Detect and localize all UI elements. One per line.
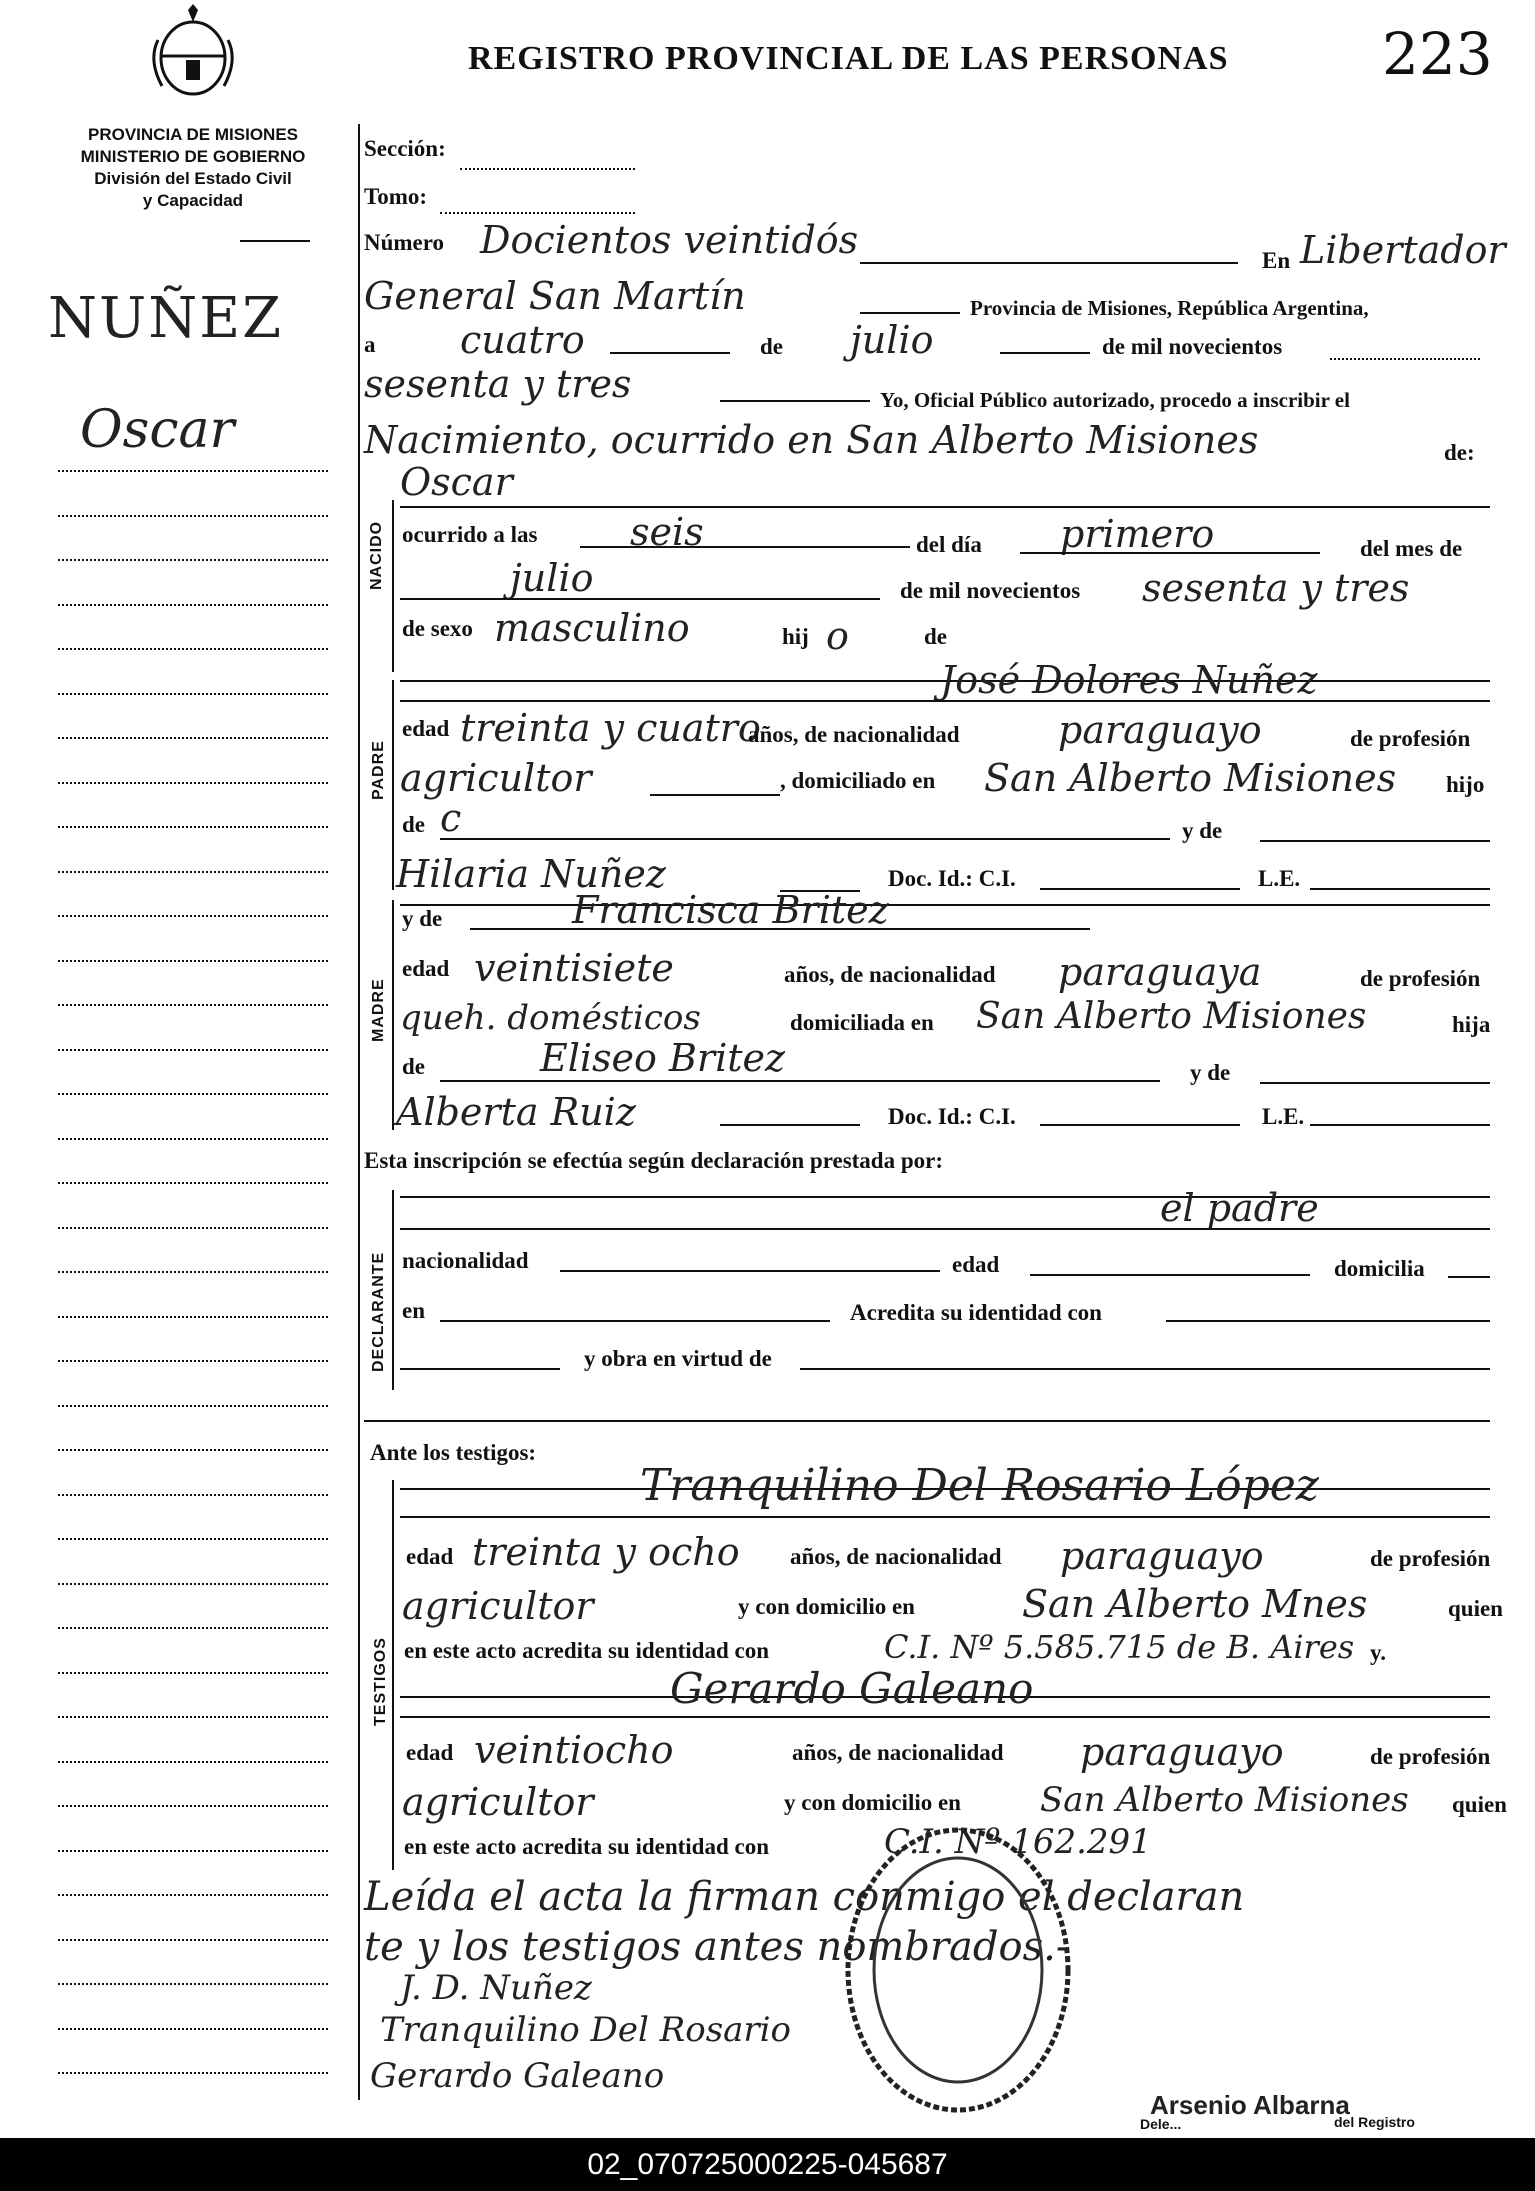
t1-y-label: y. <box>1370 1640 1386 1665</box>
place-value: General San Martín <box>364 274 746 318</box>
margin-line <box>58 1405 328 1407</box>
madre-hija-label: hija <box>1452 1012 1491 1037</box>
coat-of-arms-seal <box>148 0 238 100</box>
father-name-value: José Dolores Nuñez <box>940 658 1318 702</box>
margin-line <box>58 515 328 517</box>
declarante-edad-label: edad <box>952 1252 1000 1277</box>
numero-value: Docientos veintidós <box>480 218 859 262</box>
del-mes-label: del mes de <box>1360 536 1463 561</box>
testigos-section-label: TESTIGOS <box>372 1637 389 1726</box>
t2-prof-label: de profesión <box>1370 1744 1491 1769</box>
margin-line <box>58 604 328 606</box>
margin-line <box>58 737 328 739</box>
padre-edad-value: treinta y cuatro <box>460 706 761 750</box>
t1-acredita-label: en este acto acredita su identidad con <box>404 1638 770 1663</box>
provincia-label: Provincia de Misiones, República Argentina, <box>970 296 1369 320</box>
margin-line <box>58 559 328 561</box>
declarante-nac-label: nacionalidad <box>402 1248 529 1273</box>
margin-line <box>58 693 328 695</box>
org-line-division: División del Estado Civil <box>94 169 292 188</box>
mil-label: de mil novecientos <box>1102 334 1283 359</box>
hij-label: hij <box>782 624 809 649</box>
margin-surname: NUÑEZ <box>48 286 283 351</box>
tomo-label: Tomo: <box>364 184 428 209</box>
mother-name-value: Francisca Britez <box>572 888 889 932</box>
margin-line <box>58 1360 328 1362</box>
margin-line <box>58 1894 328 1896</box>
padre-de-label: de <box>402 812 425 837</box>
madre-yde2-label: y de <box>1190 1060 1231 1085</box>
madre-edad-value: veintisiete <box>474 946 674 990</box>
t2-name-value: Gerardo Galeano <box>670 1664 1034 1713</box>
closing-line-2: te y los testigos antes nombrados.- <box>364 1924 1070 1970</box>
margin-line <box>58 1538 328 1540</box>
t1-nac-value: paraguayo <box>1060 1534 1264 1578</box>
nacido-year-value: sesenta y tres <box>1142 566 1410 610</box>
declarante-intro: Esta inscripción se efectúa según declaración prestada por: <box>364 1148 944 1173</box>
madre-mother-value: Alberta Ruiz <box>396 1090 636 1134</box>
margin-line <box>58 1627 328 1629</box>
padre-father-value: c <box>440 796 462 840</box>
madre-nac-value: paraguaya <box>1058 950 1262 994</box>
margin-line <box>58 2028 328 2030</box>
t1-prof-value: agricultor <box>402 1584 594 1628</box>
margin-line <box>58 782 328 784</box>
margin-line <box>58 871 328 873</box>
margin-line <box>58 1004 328 1006</box>
margin-line <box>58 1182 328 1184</box>
hour-value: seis <box>630 510 704 554</box>
t2-dom-label: y con domicilio en <box>784 1790 961 1815</box>
madre-dom-value: San Alberto Misiones <box>976 996 1367 1037</box>
numero-label: Número <box>364 230 445 255</box>
t1-edad-value: treinta y ocho <box>472 1530 740 1574</box>
padre-edad-label: edad <box>402 716 450 741</box>
signature-officer: Arsenio Albarna <box>1150 2090 1350 2120</box>
declarante-section-label: DECLARANTE <box>370 1251 387 1372</box>
testigos-intro: Ante los testigos: <box>370 1440 537 1465</box>
t2-quien-label: quien <box>1452 1792 1507 1817</box>
margin-line <box>58 1093 328 1095</box>
nacido-month-value: julio <box>510 556 594 600</box>
nacido-section-label: NACIDO <box>368 520 385 590</box>
t1-nac-label: años, de nacionalidad <box>790 1544 1002 1569</box>
closing-line-1: Leída el acta la firman conmigo el declaran <box>364 1874 1245 1920</box>
margin-line <box>58 648 328 650</box>
madre-nac-label: años, de nacionalidad <box>784 962 996 987</box>
sexo-value: masculino <box>494 606 690 650</box>
declarante-acredita-label: Acredita su identidad con <box>850 1300 1102 1325</box>
padre-section-label: PADRE <box>370 740 387 800</box>
margin-line <box>58 1271 328 1273</box>
org-line-ministry: MINISTERIO DE GOBIERNO <box>80 147 306 166</box>
sexo-label: de sexo <box>402 616 473 641</box>
a-label: a <box>364 332 376 357</box>
margin-line <box>58 1494 328 1496</box>
t1-quien-label: quien <box>1448 1596 1503 1621</box>
de-label: de <box>760 334 783 359</box>
year-value: sesenta y tres <box>364 362 632 406</box>
nacido-day-value: primero <box>1060 512 1215 556</box>
declarante-en-label: en <box>402 1298 425 1323</box>
padre-le-label: L.E. <box>1258 866 1301 891</box>
t2-nac-value: paraguayo <box>1080 1730 1284 1774</box>
margin-line <box>58 826 328 828</box>
officer-sub-2: del Registro <box>1334 2114 1415 2130</box>
padre-prof-value: agricultor <box>400 756 592 800</box>
t1-edad-label: edad <box>406 1544 454 1569</box>
ocurrido-label: ocurrido a las <box>402 522 538 547</box>
seccion-label: Sección: <box>364 136 446 161</box>
margin-line <box>58 1672 328 1674</box>
page-number: 223 <box>1382 20 1493 88</box>
margin-line <box>58 1049 328 1051</box>
t1-prof-label: de profesión <box>1370 1546 1491 1571</box>
padre-dom-value: San Alberto Misiones <box>984 756 1397 800</box>
t1-id-value: C.I. Nº 5.585.715 de B. Aires <box>884 1628 1355 1666</box>
madre-section-label: MADRE <box>370 978 387 1042</box>
padre-nac-value: paraguayo <box>1058 708 1262 752</box>
yo-label: Yo, Oficial Público autorizado, procedo a inscribir el <box>880 388 1350 412</box>
org-line-capacity: y Capacidad <box>142 191 244 210</box>
nacido-de-label: de <box>924 624 947 649</box>
declarante-obra-label: y obra en virtud de <box>584 1346 772 1371</box>
madre-yde-label: y de <box>402 906 443 931</box>
margin-line <box>58 1227 328 1229</box>
margin-line <box>58 1761 328 1763</box>
t2-edad-label: edad <box>406 1740 454 1765</box>
signature-witness-1: Tranquilino Del Rosario <box>380 2010 792 2050</box>
signature-witness-2: Gerardo Galeano <box>370 2056 665 2096</box>
org-block <box>58 124 328 212</box>
margin-line <box>58 1939 328 1941</box>
t1-name-value: Tranquilino Del Rosario López <box>640 1460 1319 1511</box>
madre-dom-label: domiciliada en <box>790 1010 934 1035</box>
t1-dom-label: y con domicilio en <box>738 1594 915 1619</box>
padre-dom-label: , domiciliado en <box>780 768 936 793</box>
margin-line <box>58 960 328 962</box>
declarante-dom-label: domicilia <box>1334 1256 1425 1281</box>
madre-edad-label: edad <box>402 956 450 981</box>
day-value: cuatro <box>460 318 585 362</box>
registry-title: REGISTRO PROVINCIAL DE LAS PERSONAS <box>468 40 1229 77</box>
t1-dom-value: San Alberto Mnes <box>1022 1582 1368 1626</box>
officer-sub-1: Dele... <box>1140 2116 1182 2132</box>
margin-line <box>58 915 328 917</box>
child-name-value: Oscar <box>400 460 513 504</box>
de2-label: de: <box>1444 440 1475 465</box>
act-value: Nacimiento, ocurrido en San Alberto Misiones <box>364 418 1259 462</box>
margin-line <box>58 1316 328 1318</box>
padre-nac-label: años, de nacionalidad <box>748 722 960 747</box>
padre-yde-label: y de <box>1182 818 1223 843</box>
madre-prof-label: de profesión <box>1360 966 1481 991</box>
padre-mother-value: Hilaria Nuñez <box>396 852 666 896</box>
en-value: Libertador <box>1300 228 1506 272</box>
padre-doc-label: Doc. Id.: C.I. <box>888 866 1016 891</box>
margin-line <box>58 470 328 472</box>
margin-line <box>58 2072 328 2074</box>
margin-line <box>58 1805 328 1807</box>
del-dia-label: del día <box>916 532 982 557</box>
margin-line <box>58 1983 328 1985</box>
t2-acredita-label: en este acto acredita su identidad con <box>404 1834 770 1859</box>
org-line-province: PROVINCIA DE MISIONES <box>87 125 298 144</box>
t2-edad-value: veintiocho <box>474 1728 674 1772</box>
madre-prof-value: queh. domésticos <box>400 998 701 1038</box>
margin-line <box>58 1583 328 1585</box>
nacido-mil-label: de mil novecientos <box>900 578 1081 603</box>
t2-nac-label: años, de nacionalidad <box>792 1740 1004 1765</box>
en-label: En <box>1262 248 1291 273</box>
declarante-by-value: el padre <box>1160 1186 1319 1230</box>
madre-le-label: L.E. <box>1262 1104 1305 1129</box>
hij-value: o <box>826 614 849 658</box>
madre-de-label: de <box>402 1054 425 1079</box>
madre-doc-label: Doc. Id.: C.I. <box>888 1104 1016 1129</box>
margin-line <box>58 1449 328 1451</box>
t2-id-value: C.I. Nº 162.291 <box>884 1822 1152 1862</box>
madre-father-value: Eliseo Britez <box>540 1036 786 1080</box>
margin-line <box>58 1716 328 1718</box>
margin-line <box>58 1850 328 1852</box>
month-value: julio <box>850 318 934 362</box>
padre-prof-label: de profesión <box>1350 726 1471 751</box>
official-stamp <box>838 1820 1078 2120</box>
margin-given-name: Oscar <box>80 400 235 460</box>
document-id-footer: 02_070725000225-045687 <box>0 2138 1535 2191</box>
t2-prof-value: agricultor <box>402 1780 594 1824</box>
padre-hijo-label: hijo <box>1446 772 1485 797</box>
t2-dom-value: San Alberto Misiones <box>1040 1780 1409 1820</box>
signature-declarant: J. D. Nuñez <box>400 1968 592 2008</box>
margin-line <box>58 1138 328 1140</box>
